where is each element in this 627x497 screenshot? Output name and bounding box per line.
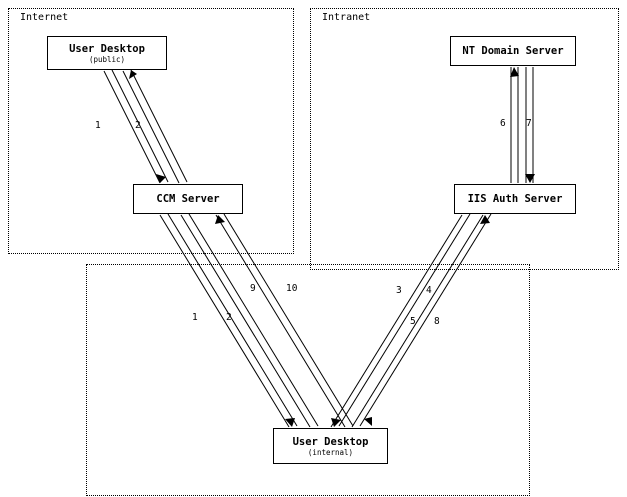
edge-label: 1 (95, 120, 101, 131)
edge-label: 6 (500, 118, 506, 129)
node-subtitle: (public) (88, 54, 126, 64)
edge-label: 9 (250, 283, 256, 294)
edge-label: 4 (426, 285, 432, 296)
node-title: User Desktop (292, 435, 369, 448)
node-title: IIS Auth Server (467, 193, 563, 205)
node-user-desktop-public[interactable] (47, 36, 167, 70)
node-nt-domain-server[interactable] (450, 36, 576, 66)
edge-label: 2 (226, 312, 232, 323)
node-subtitle: (internal) (307, 447, 354, 457)
edge-label: 10 (286, 283, 298, 294)
zone-internet-label: Internet (20, 12, 69, 23)
edge-label: 8 (434, 316, 440, 327)
node-title: CCM Server (156, 193, 220, 205)
node-title: NT Domain Server (462, 45, 564, 57)
edge-label: 5 (410, 316, 416, 327)
edge-label: 1 (192, 312, 198, 323)
node-ccm-server[interactable] (133, 184, 243, 214)
node-user-desktop-internal[interactable] (273, 428, 388, 464)
zone-intranet-label: Intranet (322, 12, 371, 23)
node-title: User Desktop (69, 42, 145, 55)
node-iis-auth-server[interactable] (454, 184, 576, 214)
edge-label: 3 (396, 285, 402, 296)
edge-label: 2 (135, 120, 141, 131)
edge-label: 7 (526, 118, 532, 129)
